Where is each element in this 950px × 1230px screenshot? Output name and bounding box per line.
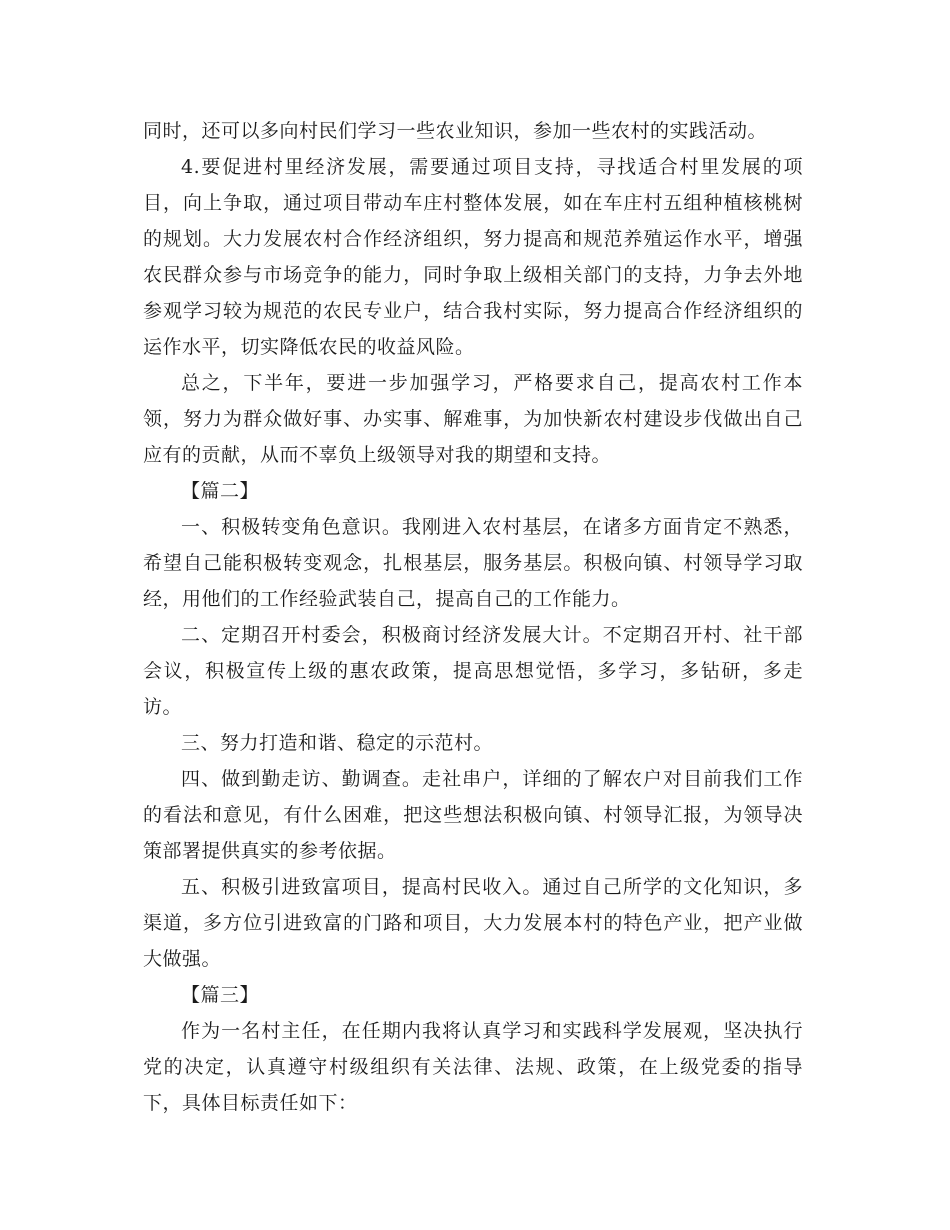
paragraph-intro-part-3: 作为一名村主任，在任期内我将认真学习和实践科学发展观，坚决执行党的决定，认真遵守村级组织有关法律、法规、政策，在上级党委的指导下，具体目标责任如下： [143,1020,803,1114]
section-heading-part-3: 【篇三】 [181,984,260,1006]
paragraph-continuation: 同时，还可以多向村民们学习一些农业知识，参加一些农村的实践活动。 [143,120,768,142]
section-heading-part-2: 【篇二】 [181,480,260,502]
paragraph-item-5: 五、积极引进致富项目，提高村民收入。通过自己所学的文化知识，多渠道，多方位引进致富的门路和项目，大力发展本村的特色产业，把产业做大做强。 [143,876,803,970]
paragraph-item-1: 一、积极转变角色意识。我刚进入农村基层，在诸多方面肯定不熟悉，希望自己能积极转变观念，扎根基层，服务基层。积极向镇、村领导学习取经，用他们的工作经验武装自己，提高自己的工作能力。 [143,516,803,610]
paragraph-item-2: 二、定期召开村委会，积极商讨经济发展大计。不定期召开村、社干部会议，积极宣传上级的惠农政策，提高思想觉悟，多学习，多钻研，多走访。 [143,624,803,718]
paragraph-item-3: 三、努力打造和谐、稳定的示范村。 [181,732,494,754]
paragraph-summary: 总之，下半年，要进一步加强学习，严格要求自己，提高农村工作本领，努力为群众做好事、办实事、解难事，为加快新农村建设步伐做出自己应有的贡献，从而不辜负上级领导对我的期望和支持。 [143,372,803,466]
paragraph-item-4: 4.要促进村里经济发展，需要通过项目支持，寻找适合村里发展的项目，向上争取，通过项目带动车庄村整体发展，如在车庄村五组种植核桃树的规划。大力发展农村合作经济组织，努力提高和规范养殖运作水平，增强农民群众参与市场竞争的能力，同时争取上级相关部门的支持，力争去外地参观学习较为规范的农民专业户，结合我村实际，努力提高合作经济组织的运作水平，切实降低农民的收益风险。 [143,156,803,358]
paragraph-item-4b: 四、做到勤走访、勤调查。走社串户，详细的了解农户对目前我们工作的看法和意见，有什么困难，把这些想法积极向镇、村领导汇报，为领导决策部署提供真实的参考依据。 [143,768,803,862]
document-body [143,113,803,1121]
